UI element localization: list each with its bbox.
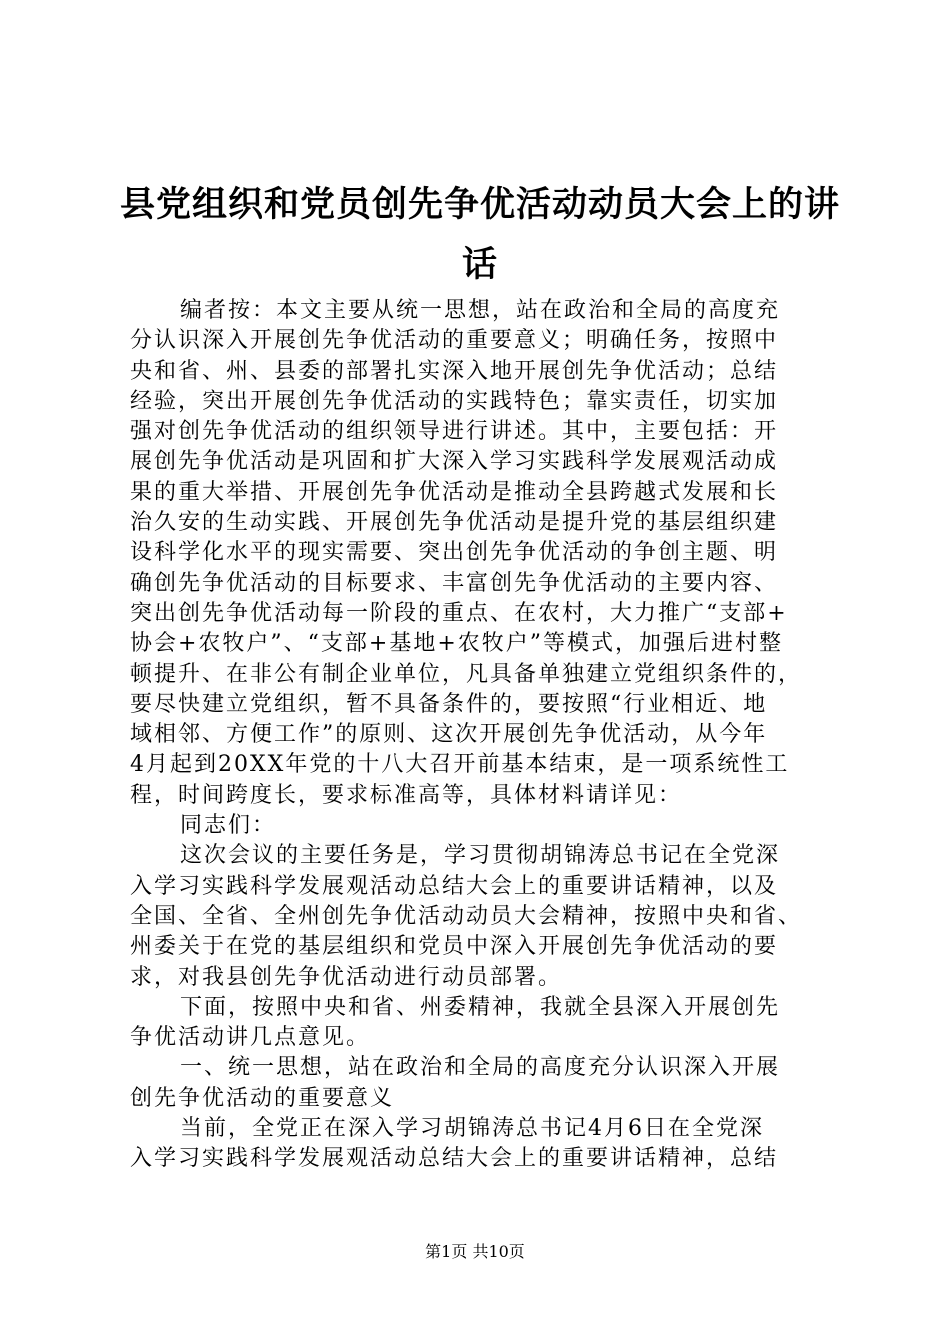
- text-line: 4月起到20XX年党的十八大召开前基本结束，是一项系统性工: [130, 752, 790, 778]
- text-line: 顿提升、在非公有制企业单位，凡具备单独建立党组织条件的，: [130, 661, 803, 687]
- text-line: 编者按：本文主要从统一思想，站在政治和全局的高度充: [180, 298, 781, 323]
- text-line: 程，时间跨度长，要求标准高等，具体材料请详见：: [130, 782, 683, 808]
- section-heading: 一、统一思想，站在政治和全局的高度充分认识深入开展: [180, 1055, 781, 1081]
- text-line: 下面，按照中央和省、州委精神，我就全县深入开展创先: [180, 994, 781, 1020]
- text-line: 州委关于在党的基层组织和党员中深入开展创先争优活动的要: [130, 934, 779, 960]
- text-line: 治久安的生动实践、开展创先争优活动是提升党的基层组织建: [130, 510, 779, 536]
- text-line: 争优活动讲几点意见。: [130, 1025, 371, 1051]
- title-line: 县党组织和党员创先争优活动动员大会上的讲: [120, 185, 841, 225]
- text-line: 展创先争优活动是巩固和扩大深入学习实践科学发展观活动成: [130, 449, 779, 475]
- text-line: 入学习实践科学发展观活动总结大会上的重要讲话精神，总结: [130, 1146, 779, 1172]
- page-number: 第1页 共10页: [425, 1242, 525, 1261]
- section-heading: 创先争优活动的重要意义: [130, 1085, 395, 1111]
- text-line: 果的重大举措、开展创先争优活动是推动全县跨越式发展和长: [130, 479, 779, 505]
- text-line: 域相邻、方便工作”的原则、这次开展创先争优活动，从今年: [130, 722, 768, 748]
- text-line: 协会+农牧户”、“支部+基地+农牧户”等模式，加强后进村整: [130, 631, 784, 657]
- text-line: 当前，全党正在深入学习胡锦涛总书记4月6日在全党深: [180, 1116, 764, 1142]
- text-line: 同志们：: [180, 813, 277, 839]
- text-line: 设科学化水平的现实需要、突出创先争优活动的争创主题、明: [130, 540, 779, 566]
- title-line: 话: [461, 245, 498, 285]
- document-body: [130, 296, 830, 1175]
- text-line: 这次会议的主要任务是，学习贯彻胡锦涛总书记在全党深: [180, 843, 781, 869]
- text-line: 央和省、州、县委的部署扎实深入地开展创先争优活动；总结: [130, 358, 779, 384]
- text-line: 全国、全省、全州创先争优活动动员大会精神，按照中央和省、: [130, 903, 803, 929]
- text-line: 突出创先争优活动每一阶段的重点、在农村，大力推广“支部+: [130, 600, 788, 626]
- text-line: 求，对我县创先争优活动进行动员部署。: [130, 964, 563, 990]
- text-line: 要尽快建立党组织，暂不具备条件的，要按照“行业相近、地: [130, 691, 768, 717]
- text-line: 经验，突出开展创先争优活动的实践特色；靠实责任，切实加: [130, 388, 779, 414]
- text-line: 分认识深入开展创先争优活动的重要意义；明确任务，按照中: [130, 328, 779, 354]
- text-line: 强对创先争优活动的组织领导进行讲述。其中，主要包括：开: [130, 419, 779, 445]
- document-title: [120, 175, 840, 295]
- text-line: 入学习实践科学发展观活动总结大会上的重要讲话精神，以及: [130, 873, 779, 899]
- page-footer: [0, 1240, 950, 1264]
- text-line: 确创先争优活动的目标要求、丰富创先争优活动的主要内容、: [130, 570, 779, 596]
